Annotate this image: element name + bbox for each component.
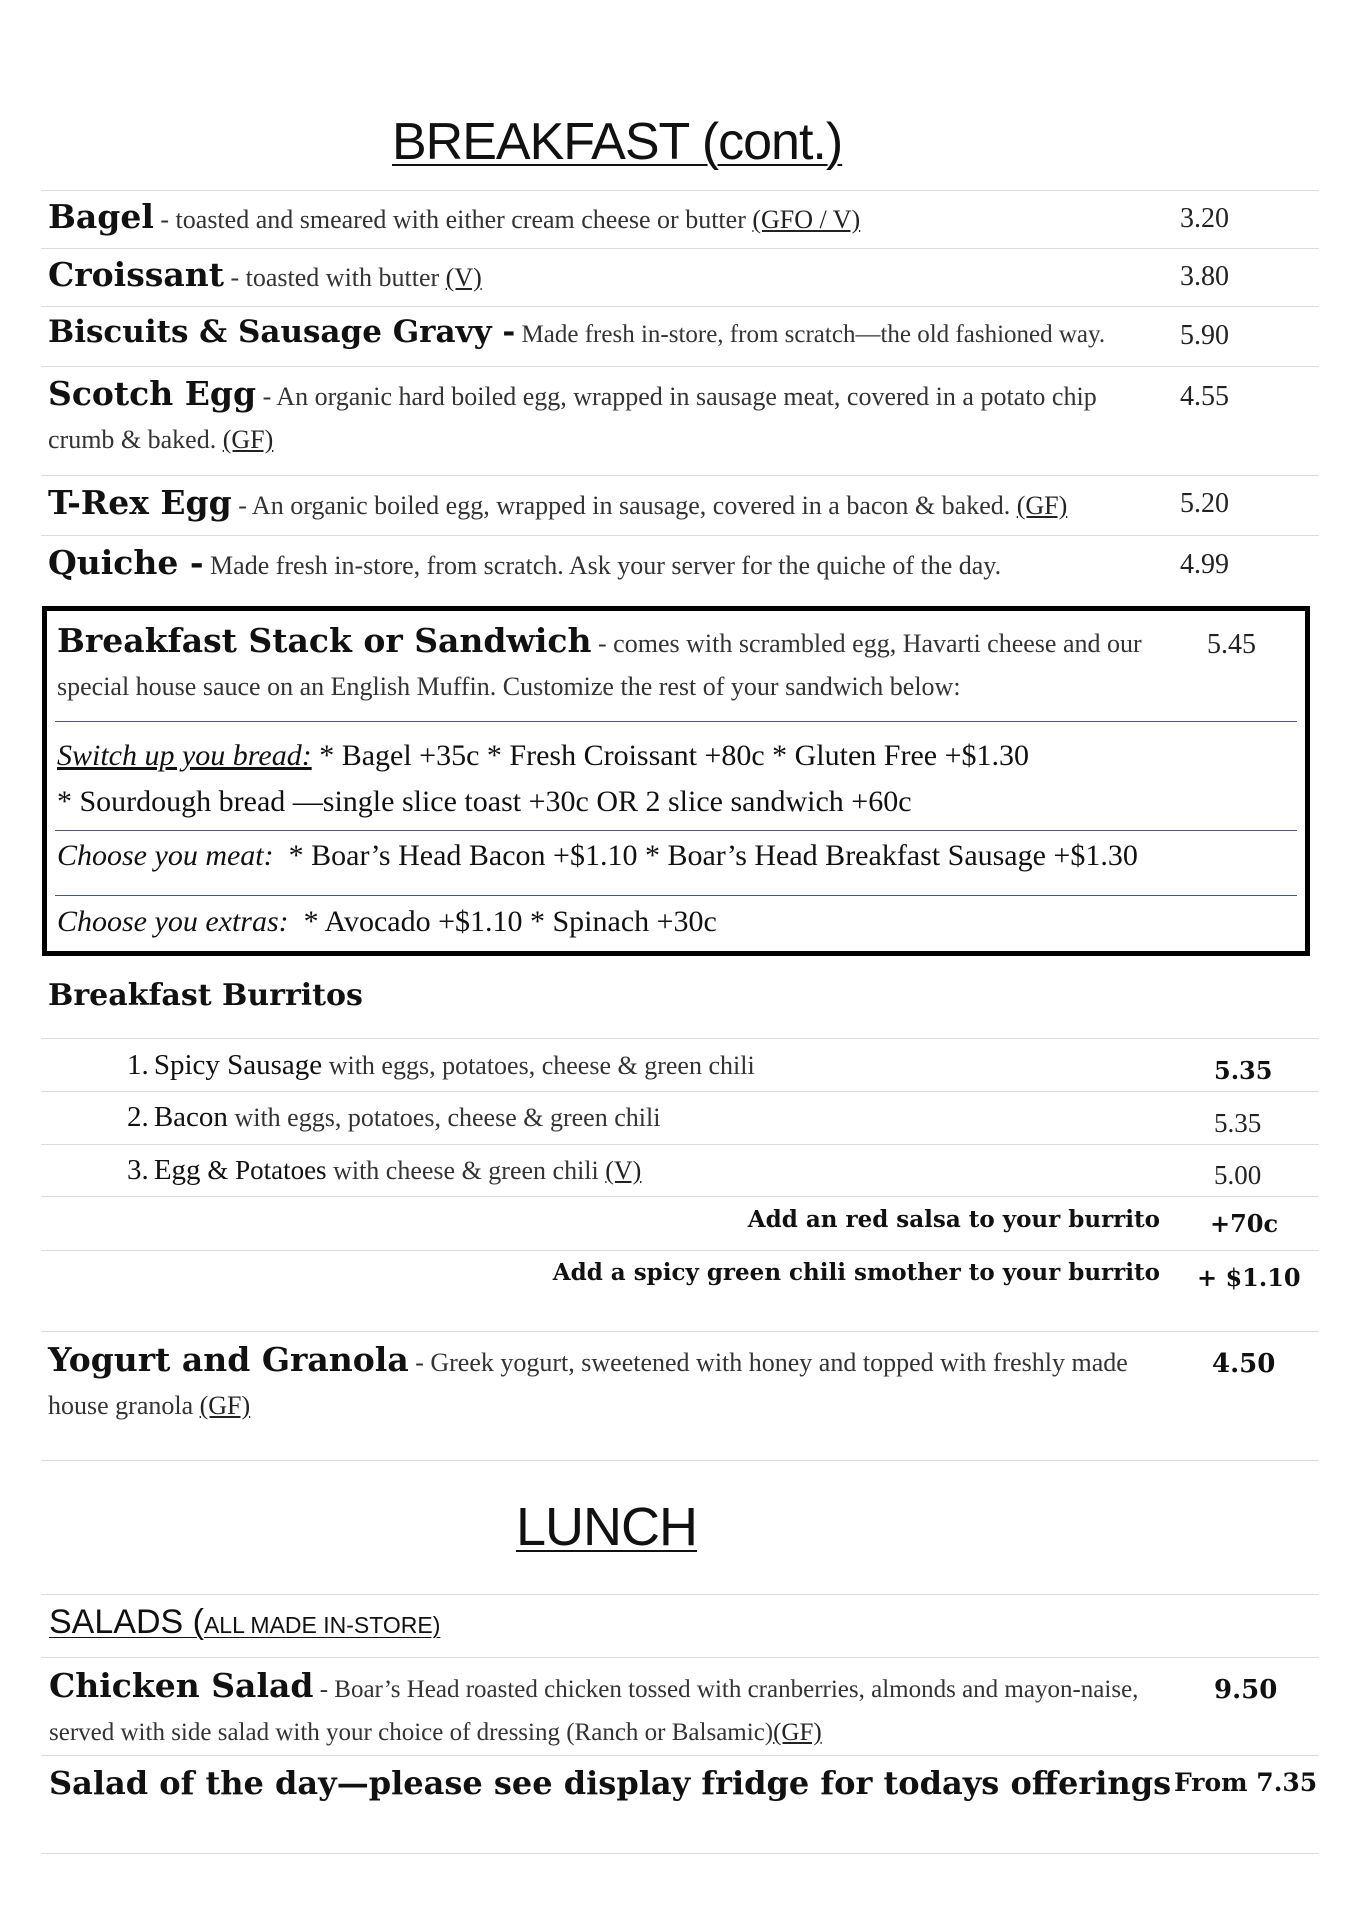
divider: [41, 1460, 1319, 1461]
divider: [41, 1657, 1319, 1658]
bread-options: [57, 733, 1297, 825]
salads-heading: SALADS (ALL MADE IN-STORE): [49, 1603, 441, 1641]
menu-item-bagel: [48, 197, 1168, 236]
stack-item: [57, 619, 1167, 708]
item-name: T-Rex Egg: [48, 483, 232, 522]
addon-red-salsa: Add an red salsa to your burrito: [747, 1206, 1160, 1233]
menu-item-chicken-salad: [49, 1664, 1159, 1754]
item-desc: - toasted with butter: [223, 263, 446, 292]
item-name: Quiche -: [48, 543, 204, 582]
salad-of-the-day: Salad of the day—please see display fridge for todays offerings: [49, 1764, 1172, 1802]
breakfast-title: BREAKFAST (cont.): [392, 113, 843, 171]
burrito-price: 5.35: [1214, 1108, 1262, 1138]
dietary-tag: (V): [445, 263, 482, 292]
divider: [41, 1594, 1319, 1595]
item-desc: - Boar’s Head roasted chicken tossed with cranberries, almonds and mayon-naise, served with side salad with your choice of dressing (Ranch or Balsamic): [49, 1676, 1139, 1746]
burrito-name: Bacon: [153, 1101, 228, 1133]
burrito-name: Egg: [153, 1154, 201, 1186]
bread-line-1: * Bagel +35c * Fresh Croissant +80c * Gluten Free +$1.30: [319, 739, 1030, 772]
burrito-item: [127, 1049, 1167, 1082]
item-price: 5.45: [1207, 629, 1256, 660]
burrito-item: [127, 1154, 1167, 1187]
divider: [41, 1196, 1319, 1197]
item-name: Yogurt and Granola: [48, 1340, 409, 1379]
menu-item-quiche: [48, 543, 1168, 582]
item-name: Bagel: [48, 197, 154, 236]
item-desc: - Greek yogurt, sweetened with honey and topped with freshly made house granola: [48, 1348, 1128, 1420]
divider: [41, 248, 1319, 249]
dietary-tag: (GF): [1016, 491, 1068, 520]
item-price: 4.55: [1180, 381, 1229, 412]
divider: [41, 475, 1319, 476]
item-name: Breakfast Stack or Sandwich: [57, 621, 592, 660]
item-name: Croissant: [48, 255, 224, 294]
meat-label: Choose you meat:: [57, 839, 274, 872]
divider: [41, 1331, 1319, 1332]
item-desc: - toasted and smeared with either cream cheese or butter: [153, 205, 753, 234]
divider: [41, 1144, 1319, 1145]
divider: [55, 895, 1297, 896]
bread-line-2: * Sourdough bread —single slice toast +30c OR 2 slice sandwich +60c: [57, 785, 912, 818]
dietary-tag: (V): [605, 1156, 642, 1185]
item-name: Scotch Egg: [48, 374, 257, 413]
burrito-name-suffix: & Potatoes: [200, 1155, 327, 1185]
bread-label: Switch up you bread:: [57, 739, 312, 772]
meat-options: [57, 839, 1297, 873]
item-desc: - comes with scrambled egg, Havarti cheese and our special house sauce on an English Muffin. Customize the rest of your sandwich below:: [57, 629, 1142, 701]
item-price: 3.80: [1180, 261, 1229, 292]
menu-item-scotch-egg: [48, 372, 1148, 461]
menu-item-trex-egg: [48, 483, 1168, 522]
dietary-tag: (GF): [222, 425, 274, 454]
burrito-price: 5.35: [1214, 1056, 1273, 1085]
divider: [41, 306, 1319, 307]
item-desc: - An organic hard boiled egg, wrapped in sausage meat, covered in a potato chip crumb & baked.: [48, 382, 1097, 454]
burrito-number: 2.: [127, 1101, 149, 1133]
divider: [55, 721, 1297, 722]
item-desc: Made fresh in-store, from scratch. Ask your server for the quiche of the day.: [203, 551, 1002, 580]
addon-price: + $1.10: [1197, 1263, 1301, 1292]
lunch-title: LUNCH: [516, 1497, 698, 1557]
divider: [41, 1091, 1319, 1092]
item-price: 5.90: [1180, 320, 1229, 351]
item-desc: Made fresh in-store, from scratch—the old fashioned way.: [515, 321, 1106, 348]
menu-item-yogurt: [48, 1338, 1158, 1427]
burrito-number: 3.: [127, 1154, 149, 1186]
addon-price: +70c: [1210, 1209, 1279, 1238]
divider: [41, 190, 1319, 191]
divider: [41, 1853, 1319, 1854]
burrito-desc: with cheese & green chili: [326, 1156, 606, 1185]
burrito-desc: with eggs, potatoes, cheese & green chili: [322, 1051, 755, 1080]
divider: [41, 1038, 1319, 1039]
extras-label: Choose you extras:: [57, 905, 289, 938]
dietary-tag: (GF): [773, 1719, 822, 1746]
item-desc: - An organic boiled egg, wrapped in sausage, covered in a bacon & baked.: [231, 491, 1017, 520]
menu-item-biscuits: [48, 314, 1178, 350]
burrito-number: 1.: [127, 1049, 149, 1081]
divider: [41, 366, 1319, 367]
dietary-tag: (GFO / V): [752, 205, 861, 234]
divider: [41, 1250, 1319, 1251]
burrito-name: Spicy Sausage: [153, 1049, 323, 1081]
item-name: Biscuits & Sausage Gravy -: [48, 314, 516, 350]
breakfast-stack-box: [42, 606, 1310, 956]
dietary-tag: (GF): [199, 1391, 251, 1420]
burrito-item: [127, 1101, 1167, 1134]
item-price: 3.20: [1180, 203, 1229, 234]
meat-list: * Boar’s Head Bacon +$1.10 * Boar’s Head Breakfast Sausage +$1.30: [288, 839, 1138, 872]
item-price: 4.50: [1212, 1349, 1276, 1379]
salad-of-the-day-price: From 7.35: [1174, 1768, 1318, 1797]
burrito-price: 5.00: [1214, 1160, 1262, 1190]
extras-list: * Avocado +$1.10 * Spinach +30c: [303, 905, 717, 938]
item-name: Chicken Salad: [49, 1666, 314, 1705]
item-price: 9.50: [1214, 1675, 1278, 1705]
extras-options: [57, 905, 1297, 939]
addon-green-chili: Add a spicy green chili smother to your burrito: [552, 1259, 1160, 1286]
menu-item-croissant: [48, 255, 1168, 294]
divider: [41, 1755, 1319, 1756]
item-price: 5.20: [1180, 488, 1229, 519]
item-price: 4.99: [1180, 549, 1229, 580]
divider: [55, 830, 1297, 831]
burritos-heading: Breakfast Burritos: [48, 978, 363, 1013]
burrito-desc: with eggs, potatoes, cheese & green chili: [227, 1103, 661, 1132]
divider: [41, 535, 1319, 536]
